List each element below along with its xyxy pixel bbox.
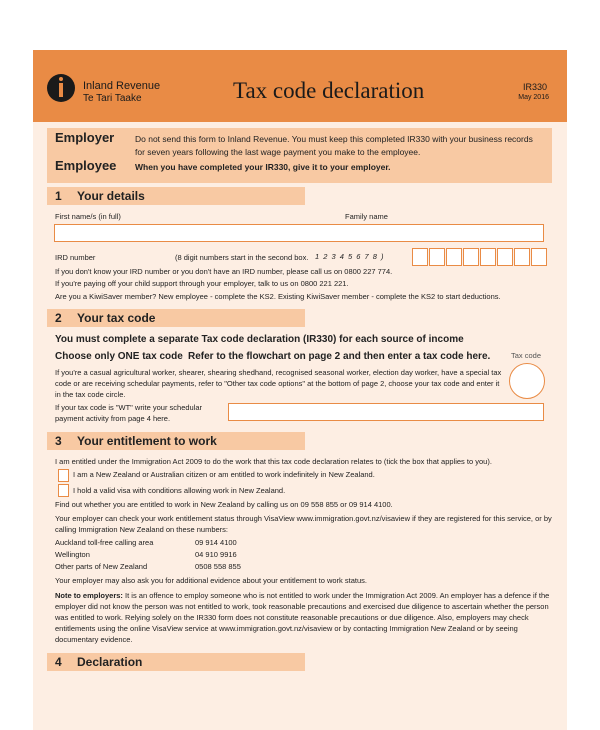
tax-code-label: Tax code (511, 351, 542, 360)
family-name-label: Family name (345, 212, 388, 221)
ird-digit-box[interactable] (463, 248, 479, 266)
child-support-text: If you're paying off your child support through your employer, talk to us on 0800 221 221. (55, 279, 349, 288)
kiwisaver-text: Are you a KiwiSaver member? New employee - complete the KS2. Existing KiwiSaver member - complete the KS2 to start deductions. (55, 292, 501, 301)
entitlement-intro: I am entitled under the Immigration Act 2009 to do the work that this tax code declaration relates to (tick the box that applies to you). (55, 457, 492, 466)
schedular-activity-field[interactable] (228, 403, 544, 421)
ird-digit-box[interactable] (480, 248, 496, 266)
separate-declaration-text: You must complete a separate Tax code declaration (IR330) for each source of income (55, 334, 464, 345)
name-field[interactable] (54, 224, 544, 242)
contact-number: 09 914 4100 (195, 538, 237, 547)
visa-checkbox[interactable] (58, 484, 69, 497)
org-maori-name: Te Tari Taake (83, 93, 142, 104)
ird-hint: (8 digit numbers start in the second box. (175, 253, 309, 262)
section-title: Your details (77, 189, 145, 203)
ird-digit-box[interactable] (412, 248, 428, 266)
citizen-option: I am a New Zealand or Australian citizen or am entitled to work indefinitely in New Zealand. (73, 470, 375, 479)
ird-help-text: If you don't know your IRD number or you don't have an IRD number, please call us on 0800 227 774. (55, 267, 393, 276)
find-out-text: Find out whether you are entitled to work in New Zealand by calling us on 09 558 855 or 09 914 4100. (55, 500, 393, 509)
form-title: Tax code declaration (233, 78, 425, 103)
form-header (33, 50, 567, 122)
section-number: 3 (55, 434, 62, 448)
evidence-text: Your employer may also ask you for additional evidence about your entitlement to work status. (55, 576, 367, 585)
visaview-text: Your employer can check your work entitlement status through VisaView www.immigration.govt.nz/visaview if they are registered for this service, or by calling Immigration New Zealand on these numbers: (55, 514, 552, 534)
section-4-header (47, 653, 305, 671)
one-tax-code-text: Choose only ONE tax code (55, 351, 183, 362)
tax-code-circle[interactable] (509, 363, 545, 399)
employer-label: Employer (55, 130, 115, 145)
section-title: Your entitlement to work (77, 434, 217, 448)
ird-digit-box[interactable] (446, 248, 462, 266)
org-name: Inland Revenue (83, 80, 161, 92)
section-title: Your tax code (77, 311, 156, 325)
employer-notice (47, 128, 552, 183)
employee-label: Employee (55, 158, 117, 173)
note-title: Note to employers: (55, 591, 123, 600)
first-names-label: First name/s (in full) (55, 212, 121, 221)
section-number: 1 (55, 189, 62, 203)
ird-number-label: IRD number (55, 253, 96, 262)
section-2-header (47, 309, 305, 327)
ird-digit-box[interactable] (514, 248, 530, 266)
form-page (33, 50, 567, 730)
employer-note (55, 590, 551, 645)
section-1-header (47, 187, 305, 205)
ird-digit-box[interactable] (531, 248, 547, 266)
note-text: It is an offence to employ someone who is not entitled to work under the Immigration Act 2009. An employer has a defence if the employer did not know the person was not entitled to work, took reasonable precautions and exercised due diligence to ascertain whether the person was entitled to work. Relying solely on the IR330 form does not constitute reasonable precautions or due diligence. Also, employers may check entitlements using the online VisaView service at www.immigration.govt.nz/visaview or by contacting Immigration New Zealand or by seeing documentary evidence. (55, 591, 550, 644)
form-date: May 2016 (518, 94, 549, 101)
ird-digit-box[interactable] (429, 248, 445, 266)
form-id: IR330 (522, 82, 547, 92)
employer-text: Do not send this form to Inland Revenue. You must keep this completed IR330 with your business records for seven years following the last wage payment you make to the employee. (135, 134, 533, 157)
wt-text: If your tax code is "WT" write your schedular payment activity from page 4 here. (55, 403, 203, 423)
contact-number: 0508 558 855 (195, 562, 241, 571)
section-title: Declaration (77, 655, 143, 669)
contact-number: 04 910 9916 (195, 550, 237, 559)
contact-label: Wellington (55, 550, 90, 559)
section-3-header (47, 432, 305, 450)
visa-option: I hold a valid visa with conditions allowing work in New Zealand. (73, 486, 286, 495)
section-number: 2 (55, 311, 62, 325)
contact-label: Auckland toll-free calling area (55, 538, 154, 547)
inland-revenue-logo-icon (47, 74, 75, 102)
citizen-checkbox[interactable] (58, 469, 69, 482)
contact-label: Other parts of New Zealand (55, 562, 148, 571)
ird-digit-box[interactable] (497, 248, 513, 266)
section-number: 4 (55, 655, 62, 669)
employee-text: When you have completed your IR330, give it to your employer. (135, 162, 391, 172)
special-tax-code-text: If you're a casual agricultural worker, shearer, shearing shedhand, recognised seasonal worker, election day worker, have a special tax code or are receiving schedular payments, refer to "Other tax code options" at the bottom of page 2, choose your tax code and enter it in the tax code circle. (55, 368, 502, 399)
ird-example: 1 2 3 4 5 6 7 8 ) (315, 252, 385, 261)
flowchart-text: Refer to the flowchart on page 2 and then enter a tax code here. (188, 351, 491, 362)
